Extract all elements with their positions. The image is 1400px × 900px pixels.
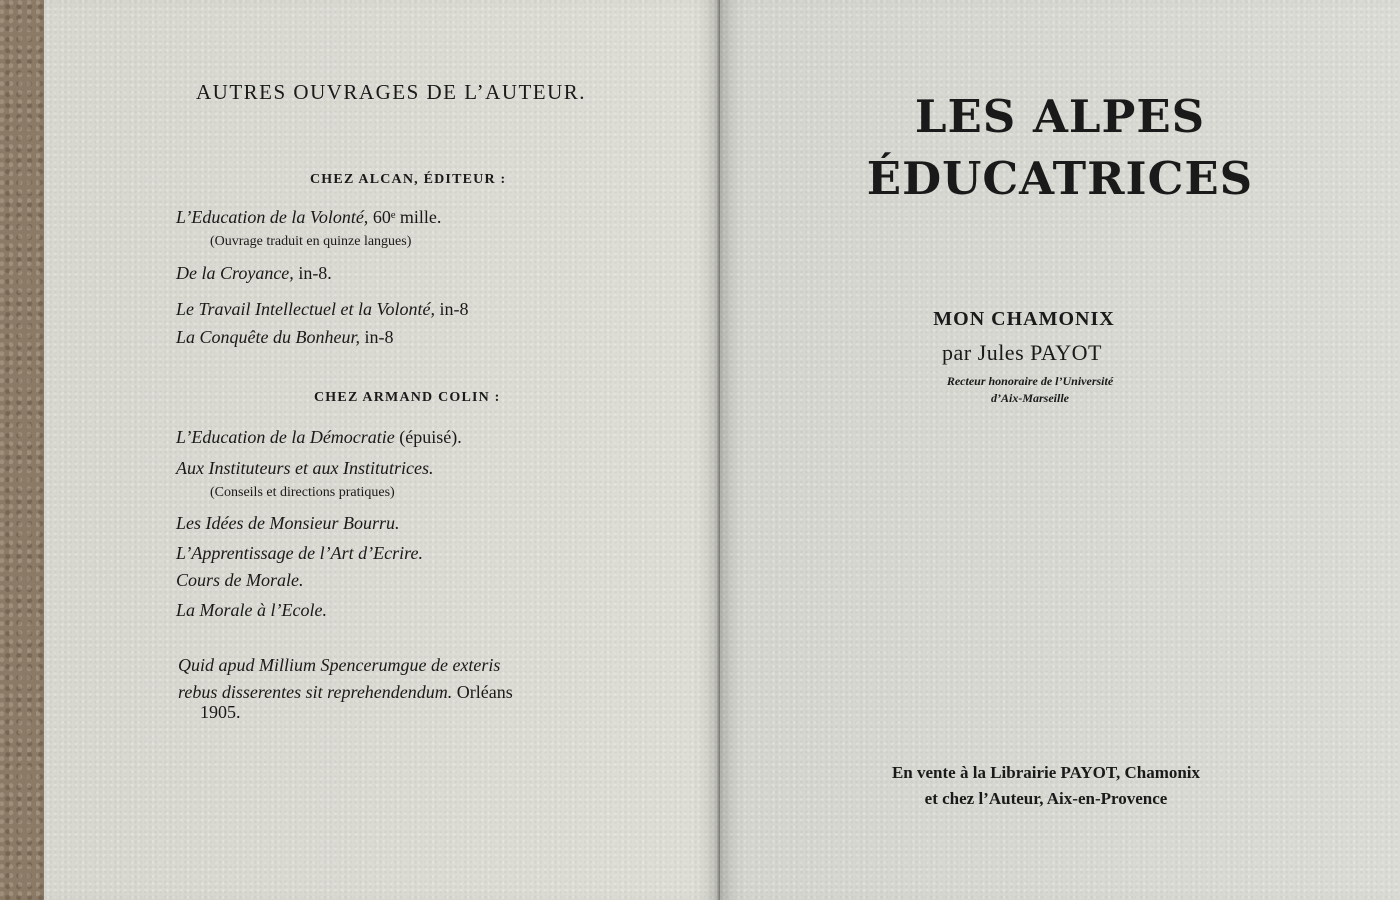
work-item: L’Education de la Démocratie (épuisé). [176,427,462,447]
work-item: L’Apprentissage de l’Art d’Ecrire. [176,543,423,563]
sale-info-line1: En vente à la Librairie PAYOT, Chamonix [891,763,1201,782]
work-item: Cours de Morale. [176,570,304,590]
work-note: (Ouvrage traduit en quinze langues) [210,234,412,249]
open-book [44,0,1400,900]
left-page [44,0,720,900]
work-item: La Conquête du Bonheur, in-8 [176,327,394,347]
publisher-alcan-heading: CHEZ ALCAN, ÉDITEUR : [310,172,507,187]
work-item: La Morale à l’Ecole. [176,600,327,620]
latin-thesis-line: rebus disserentes sit reprehendendum. Orléans [178,682,513,702]
author-title-line2: d’Aix-Marseille [991,391,1069,405]
work-item: Le Travail Intellectuel et la Volonté, in-8 [176,299,469,319]
book-title-line2: ÉDUCATRICES [866,152,1254,205]
right-page [720,0,1400,900]
work-item: Les Idées de Monsieur Bourru. [176,513,400,533]
sale-info-line2: et chez l’Auteur, Aix-en-Provence [924,789,1168,808]
work-note: (Conseils et directions pratiques) [210,485,395,500]
book-author: par Jules PAYOT [942,340,1102,365]
author-title-line1: Recteur honoraire de l’Université [946,374,1114,388]
other-works-heading: AUTRES OUVRAGES DE L’AUTEUR. [196,80,587,104]
publisher-colin-heading: CHEZ ARMAND COLIN : [314,390,501,405]
latin-thesis-year: 1905. [200,702,241,722]
work-item: L’Education de la Volonté, 60ᵉ mille. [176,207,442,227]
work-item: De la Croyance, in-8. [176,263,332,283]
work-item: Aux Instituteurs et aux Institutrices. [176,458,434,478]
book-subtitle: MON CHAMONIX [933,308,1115,330]
latin-thesis-line: Quid apud Millium Spencerumgue de exteris [178,655,501,675]
book-title-line1: LES ALPES [914,90,1206,143]
